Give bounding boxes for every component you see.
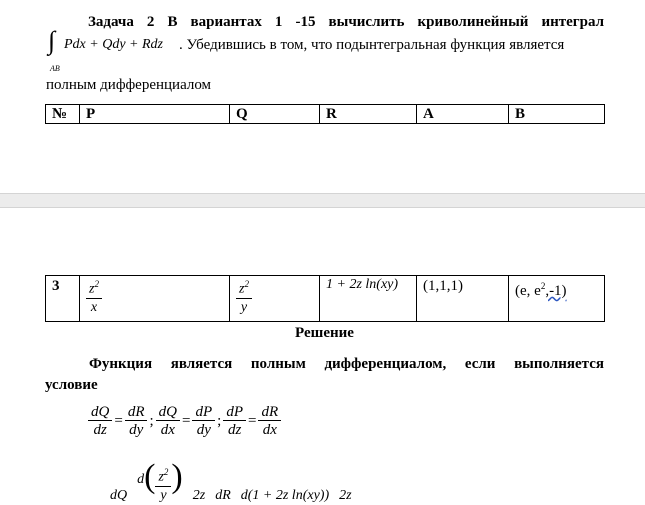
document-page-1 [0, 0, 645, 193]
integral-symbol: ∫ AB [46, 34, 64, 68]
integrand: Pdx + Qdy + Rdz [64, 37, 163, 52]
header-q: Q [230, 105, 320, 124]
fraction: $\frac{dR}{dy}$ [125, 404, 148, 439]
header-r: R [320, 105, 417, 124]
eq2-left: dQ [110, 488, 128, 503]
fraction: $\frac{dQ}{dx}$ [156, 404, 180, 439]
header-b: B [509, 105, 605, 124]
cell-q [230, 276, 320, 322]
task-text: . Убедившись в том, что подынтегральная функция является [179, 37, 565, 53]
fraction-q: $\frac{z^2}{y}$ [236, 276, 252, 317]
cell-p [80, 276, 230, 322]
row-num: 3 [46, 276, 80, 322]
header-p: P [80, 105, 230, 124]
condition-text: Функция является полным дифференциалом, если выполняется условие [45, 356, 604, 393]
integral-bounds: AB [50, 64, 60, 73]
header-table [45, 104, 605, 124]
eq2-mid: 2z [192, 488, 206, 503]
fraction: $\frac{dR}{dx}$ [258, 404, 281, 439]
cell-b: (e, $e^2,-1$) [509, 276, 605, 322]
fraction: $\frac{dP}{dz}$ [223, 404, 246, 439]
cell-a: (1,1,1) [417, 276, 509, 322]
table-header-row [46, 105, 605, 124]
variant-table [45, 275, 605, 322]
task-text-end: полным дифференциалом [46, 77, 212, 93]
fraction: $\frac{dQ}{dz}$ [88, 404, 112, 439]
eq2-right: d(1 + 2z ln(xy)) [240, 488, 330, 503]
fraction-p: $\frac{z^2}{x}$ [86, 276, 102, 317]
task-integral-line [46, 26, 604, 73]
table-row [46, 276, 605, 322]
eq2-dr: dR [215, 488, 231, 503]
condition-equation: $\frac{dQ}{dz}$ = $\frac{dR}{dy}$ ; $\frac{dQ}{dx}$ = $\frac{dP}{dy}$ ; $\frac{dP}{dz}$ = $\frac{dR}{dx}$ [88, 404, 281, 439]
header-num: № [46, 105, 80, 124]
cell-r: 1 + 2z ln(xy) [320, 276, 417, 322]
header-a: A [417, 105, 509, 124]
page-break [0, 193, 645, 208]
eq2-end: 2z [339, 488, 352, 503]
partial-derivative-equation [110, 458, 352, 505]
solution-heading: Решение [295, 325, 354, 341]
task-heading: Задача 2 В вариантах 1 -15 вычислить криволинейный интеграл [88, 14, 604, 30]
eq2-derivative: d ( $\frac{z^2}{y}$ ) [137, 458, 183, 503]
fraction: $\frac{dP}{dy}$ [192, 404, 215, 439]
